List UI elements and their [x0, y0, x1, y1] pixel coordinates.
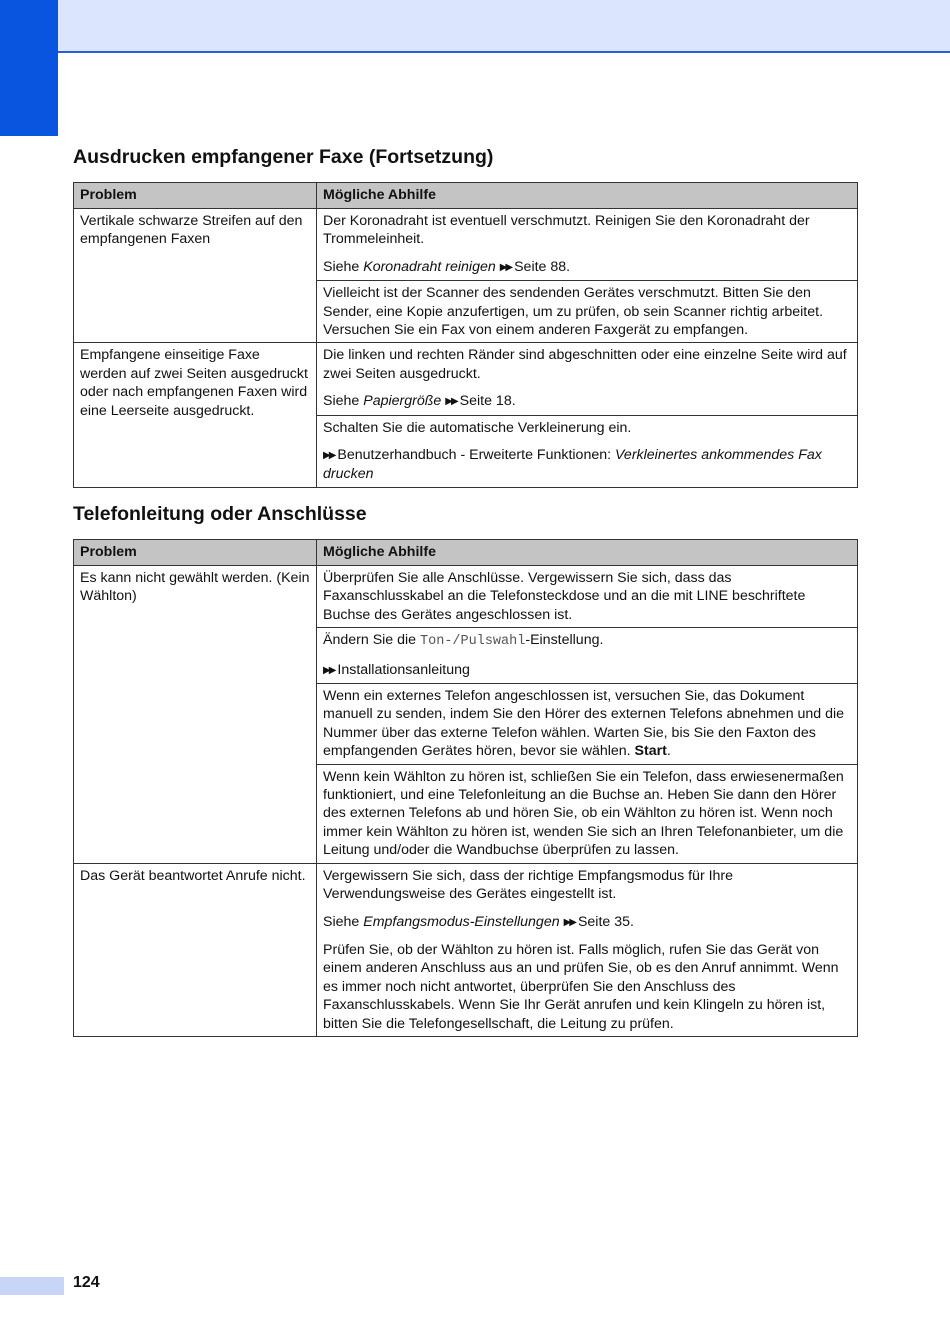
solution-cell [317, 764, 858, 863]
table-header-row [74, 183, 858, 209]
table-row [74, 863, 858, 1036]
setting-name: Ton-/Pulswahl [420, 634, 526, 650]
page-number: 124 [73, 1274, 100, 1291]
column-header-problem: Problem [74, 183, 317, 209]
double-arrow-icon: ▶▶ [563, 916, 575, 928]
solution-cell [317, 343, 858, 415]
header-rule [58, 51, 950, 53]
troubleshooting-table-phone-line [73, 539, 858, 1037]
solution-cell [317, 863, 858, 1036]
solution-text: Der Koronadraht ist eventuell verschmutzt. Reinigen Sie den Koronadraht der Trommeleinheit. [323, 213, 810, 248]
problem-cell: Empfangene einseitige Faxe werden auf zwei Seiten ausgedruckt oder nach empfangenen Faxen wird eine Leerseite ausgedruckt. [74, 343, 317, 487]
solution-cell [317, 628, 858, 684]
cross-reference: ▶▶ Benutzerhandbuch - Erweiterte Funktionen: Verkleinertes ankommendes Fax drucken [323, 447, 822, 483]
double-arrow-icon: ▶▶ [323, 664, 335, 676]
column-header-problem: Problem [74, 540, 317, 566]
column-header-solution: Mögliche Abhilfe [317, 540, 858, 566]
column-header-solution: Mögliche Abhilfe [317, 183, 858, 209]
solution-cell [317, 209, 858, 281]
cross-reference: Siehe Koronadraht reinigen ▶▶ Seite 88. [323, 258, 571, 275]
double-arrow-icon: ▶▶ [499, 261, 512, 273]
solution-text: Wenn ein externes Telefon angeschlossen ist, versuchen Sie, das Dokument manuell zu senden, indem Sie den Hörer des externen Telefons abnehmen und die Nummer über das externe Telefon wählen. Warten Sie, bis Sie den Faxton des empfangenden Gerätes hören, bevor sie wählen. Start. [323, 688, 845, 760]
problem-cell: Vertikale schwarze Streifen auf den empfangenen Faxen [74, 209, 317, 343]
table-row [74, 566, 858, 628]
chapter-tab [0, 0, 58, 136]
solution-text: Wenn kein Wählton zu hören ist, schließen Sie ein Telefon, dass erwiesenermaßen funktioniert, und eine Telefonleitung an die Buchse an. Heben Sie dann den Hörer des externen Telefons ab und hören Sie, ob ein Wählton zu hören ist. Wenn noch immer kein Wählton zu hören ist, wenden Sie sich an Ihren Telefonanbieter, um die Leitung und/oder die Wandbuchse überprüfen zu lassen. [323, 768, 844, 859]
table-row [74, 343, 858, 415]
solution-text: Die linken und rechten Ränder sind abgeschnitten oder eine einzelne Seite wird auf zwei Seiten ausgedruckt. [323, 347, 847, 382]
section-title-printing: Ausdrucken empfangener Faxe (Fortsetzung) [73, 146, 494, 168]
solution-text: Überprüfen Sie alle Anschlüsse. Vergewissern Sie sich, dass das Faxanschlusskabel an die Telefonsteckdose und an die mit LINE beschriftete Buchse des Gerätes angeschlossen ist. [323, 570, 806, 623]
header-band [0, 0, 950, 52]
troubleshooting-table-printing [73, 182, 858, 488]
double-arrow-icon: ▶▶ [445, 396, 457, 408]
table-header-row [74, 540, 858, 566]
solution-text: Prüfen Sie, ob der Wählton zu hören ist. Falls möglich, rufen Sie das Gerät von einem anderen Anschluss aus an und prüfen Sie, ob es den Anruf annimmt. Wenn es immer noch nicht antwortet, überprüfen Sie den Anschluss des Faxanschlusskabels. Wenn Sie Ihr Gerät anrufen und kein Klingeln zu hören ist, bitten Sie die Telefongesellschaft, die Leitung zu prüfen. [323, 941, 839, 1032]
solution-cell [317, 415, 858, 487]
solution-text: Ändern Sie die Ton-/Pulswahl-Einstellung. [323, 632, 604, 650]
cross-reference: Siehe Empfangsmodus-Einstellungen ▶▶ Seite 35. [323, 913, 634, 930]
footer-bar [0, 1277, 64, 1295]
solution-cell [317, 566, 858, 628]
problem-cell: Das Gerät beantwortet Anrufe nicht. [74, 863, 317, 1036]
double-arrow-icon: ▶▶ [323, 450, 335, 462]
solution-text: Vergewissern Sie sich, dass der richtige Empfangsmodus für Ihre Verwendungsweise des Gerätes eingestellt ist. [323, 867, 734, 903]
section-title-phone-line: Telefonleitung oder Anschlüsse [73, 503, 367, 525]
solution-cell [317, 281, 858, 343]
table-row [74, 209, 858, 281]
cross-reference: ▶▶ Installationsanleitung [323, 661, 470, 678]
problem-cell: Es kann nicht gewählt werden. (Kein Wählton) [74, 566, 317, 864]
cross-reference: Siehe Papiergröße ▶▶ Seite 18. [323, 393, 516, 410]
solution-text: Vielleicht ist der Scanner des sendenden Gerätes verschmutzt. Bitten Sie den Sender, eine Kopie anzufertigen, um zu prüfen, ob sein Scanner richtig arbeitet. Versuchen Sie ein Fax von einem anderen Faxgerät zu empfangen. [323, 285, 824, 339]
solution-text: Schalten Sie die automatische Verkleinerung ein. [323, 419, 632, 436]
solution-cell [317, 684, 858, 765]
